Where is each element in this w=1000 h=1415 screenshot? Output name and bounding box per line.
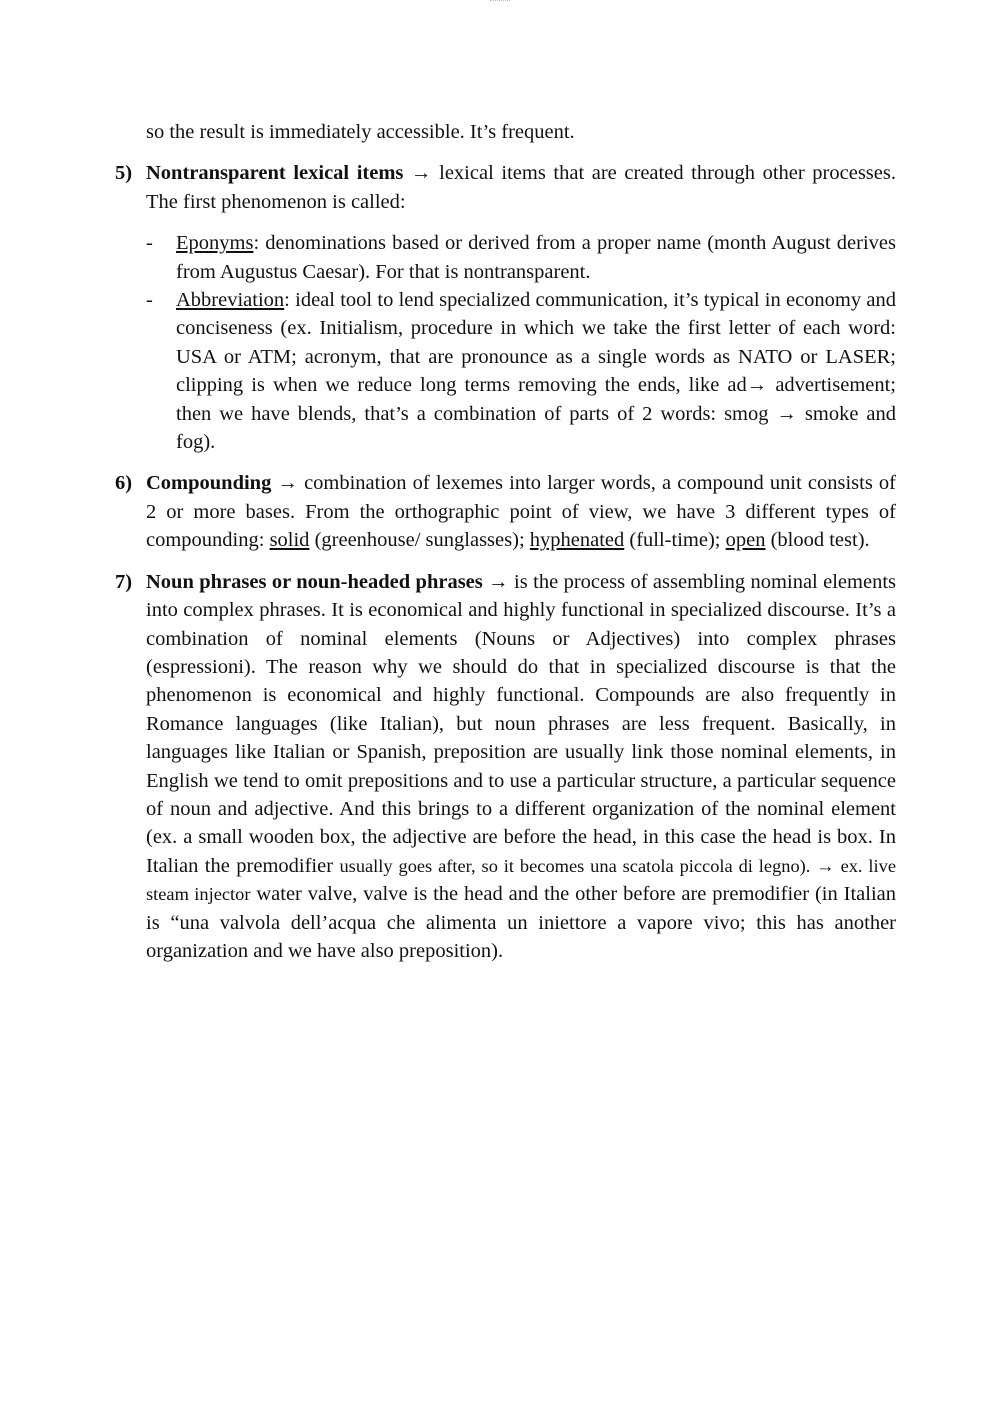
term-open: open bbox=[725, 529, 766, 552]
term-hyphenated: hyphenated bbox=[529, 529, 625, 552]
item-text: → combination of lexemes into larger words, a compound unit consists of 2 or more bases. From the orthographic point of view, we have 3 different types of compounding: bbox=[146, 472, 896, 552]
item-number: 6) bbox=[115, 472, 133, 495]
bullet-eponyms bbox=[146, 229, 896, 286]
bullet-dash: - bbox=[146, 232, 153, 255]
term-abbreviation: Abbreviation bbox=[176, 289, 285, 312]
item-number: 5) bbox=[115, 162, 133, 185]
item-text-small: usually goes after, so it becomes una scatola piccola di legno). → ex. live steam injector bbox=[146, 855, 897, 905]
intro-line: so the result is immediately accessible. It’s frequent. bbox=[146, 121, 575, 143]
bullet-text: : ideal tool to lend specialized communication, it’s typical in economy and conciseness (ex. Initialism, procedure in which we take the first letter of each word: USA or ATM; acronym, that are pronounce as a single words as NATO or LASER; clipping is when we reduce long terms removing the ends, like ad→ advertisement; then we have blends, that’s a combination of parts of 2 words: smog → smoke and fog). bbox=[176, 289, 896, 454]
item-text: → lexical items that are created through other processes. The first phenomenon is called: bbox=[146, 162, 896, 213]
bullet-list bbox=[146, 229, 896, 456]
item-text: (blood test). bbox=[765, 529, 870, 552]
page-header-mark bbox=[490, 0, 510, 3]
item-title: Noun phrases or noun-headed phrases bbox=[146, 570, 483, 593]
list-item-7 bbox=[115, 568, 897, 966]
item-text: (full-time); bbox=[624, 529, 726, 552]
item-title: Nontransparent lexical items bbox=[146, 162, 404, 185]
item-text: → is the process of assembling nominal elements into complex phrases. It is economical and highly functional in specialized discourse. It’s a combination of nominal elements (Nouns or Adjectives) into complex phrases (espressioni). The reason why we should do that in specialized discourse is that the phenomenon is economical and highly functional. Compounds are also frequently in Romance languages (like Italian), but noun phrases are less frequent. Basically, in languages like Italian or Spanish, preposition are usually link those nominal elements, in English we tend to omit prepositions and to use a particular structure, a particular sequence of noun and adjective. And this brings to a different organization of the nominal element (ex. a small wooden box, the adjective are before the head, in this case the head is box. In Italian the premodifier bbox=[146, 570, 896, 877]
document-body bbox=[115, 118, 897, 965]
term-eponyms: Eponyms bbox=[176, 232, 254, 255]
item-number: 7) bbox=[115, 570, 133, 593]
list-item-5 bbox=[115, 159, 896, 456]
item-text: (greenhouse/ sunglasses); bbox=[309, 529, 530, 552]
bullet-text: : denominations based or derived from a proper name (month August derives from Augustus Caesar). For that is nontransparent. bbox=[176, 232, 896, 283]
bullet-abbreviation bbox=[146, 286, 896, 456]
list-item-6 bbox=[115, 469, 896, 554]
item-text: water valve, valve is the head and the other before are premodifier (in Italian is “una valvola dell’acqua che alimenta un iniettore a vapore vivo; this has another organization and we have also preposition). bbox=[146, 883, 897, 962]
term-solid: solid bbox=[269, 529, 310, 552]
item-title: Compounding bbox=[146, 472, 272, 495]
bullet-dash: - bbox=[146, 289, 153, 312]
